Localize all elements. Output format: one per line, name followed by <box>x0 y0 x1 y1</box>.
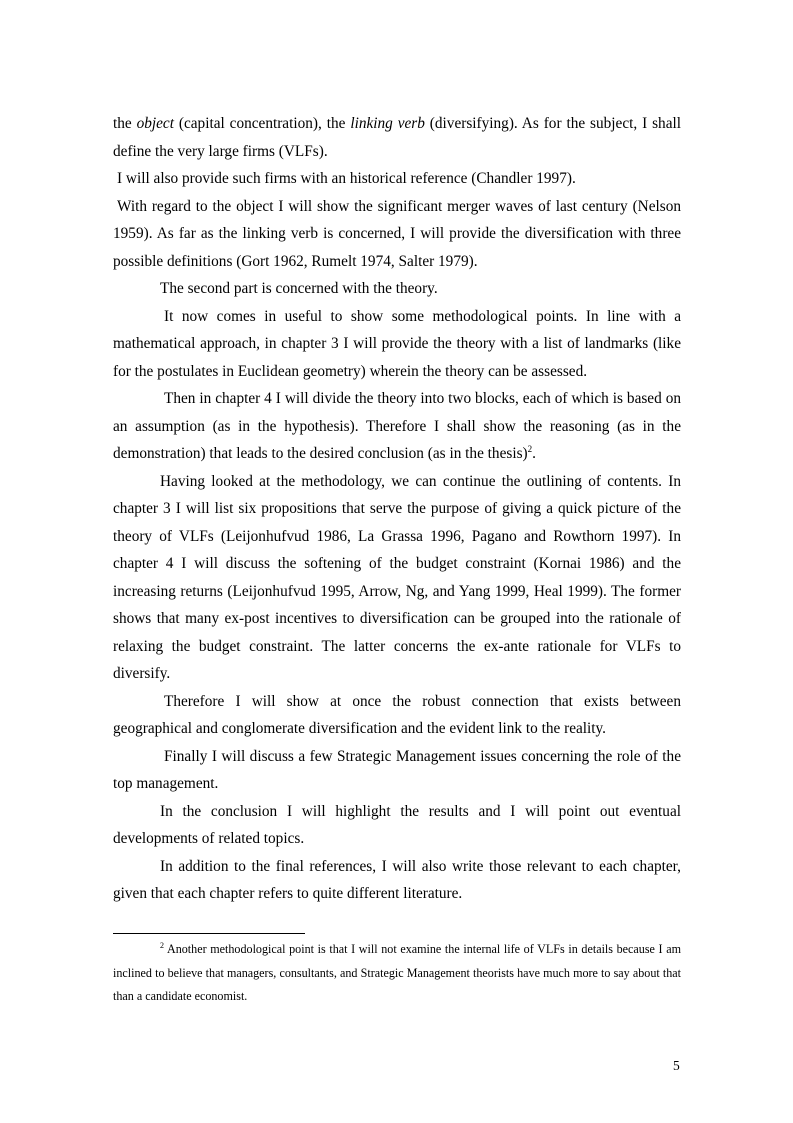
paragraph: the object (capital concentration), the linking verb (diversifying). As for the subject, I shall define the very large firms (VLFs). <box>113 115 681 160</box>
footnote-reference[interactable]: 2 <box>527 444 533 454</box>
paragraph: With regard to the object I will show the significant merger waves of last century (Nelson 1959). As far as the linking verb is concerned, I will provide the diversification with three possible definitions (Gort 1962, Rumelt 1974, Salter 1979). <box>113 197 681 270</box>
footnote-text: $^2$ Another methodological point is that I will not examine the internal life of VLFs in details because I am inclined to believe that managers, consultants, and Strategic Management theorists have much more to say about that than a candidate economist. <box>113 941 681 1003</box>
emphasis-linking-verb: linking verb <box>350 115 425 132</box>
footnote <box>113 938 681 1009</box>
footnote-separator <box>113 933 305 934</box>
paragraph: Then in chapter 4 I will divide the theory into two blocks, each of which is based on an assumption (as in the hypothesis). Therefore I shall show the reasoning (as in the demonstration) that leads to the desired conclusion (as in the thesis)$^2$. <box>113 390 681 462</box>
paragraph: In the conclusion I will highlight the results and I will point out eventual developments of related topics. <box>113 802 681 847</box>
paragraph: It now comes in useful to show some methodological points. In line with a mathematical approach, in chapter 3 I will provide the theory with a list of landmarks (like for the postulates in Euclidean geometry) wherein the theory can be assessed. <box>113 307 681 380</box>
footnote-number: 2 <box>160 941 164 950</box>
paragraph: In addition to the final references, I will also write those relevant to each chapter, given that each chapter refers to quite different literature. <box>113 857 681 902</box>
paragraph: I will also provide such firms with an historical reference (Chandler 1997). <box>117 170 576 187</box>
body-text <box>113 110 681 908</box>
paragraph: Therefore I will show at once the robust connection that exists between geographical and conglomerate diversification and the evident link to the reality. <box>113 692 681 737</box>
page-number: 5 <box>673 1058 680 1073</box>
paragraph: The second part is concerned with the theory. <box>160 280 438 297</box>
paragraph: Having looked at the methodology, we can continue the outlining of contents. In chapter 3 I will list six propositions that serve the purpose of giving a quick picture of the theory of VLFs (Leijonhufvud 1986, La Grassa 1996, Pagano and Rowthorn 1997). In chapter 4 I will discuss the softening of the budget constraint (Kornai 1986) and the increasing returns (Leijonhufvud 1995, Arrow, Ng, and Yang 1999, Heal 1999). The former shows that many ex-post incentives to diversification can be grouped into the rationale of relaxing the budget constraint. The latter concerns the ex-ante rationale for VLFs to diversify. <box>113 472 681 682</box>
paragraph: Finally I will discuss a few Strategic Management issues concerning the role of the top management. <box>113 747 681 792</box>
emphasis-object: object <box>136 115 174 132</box>
